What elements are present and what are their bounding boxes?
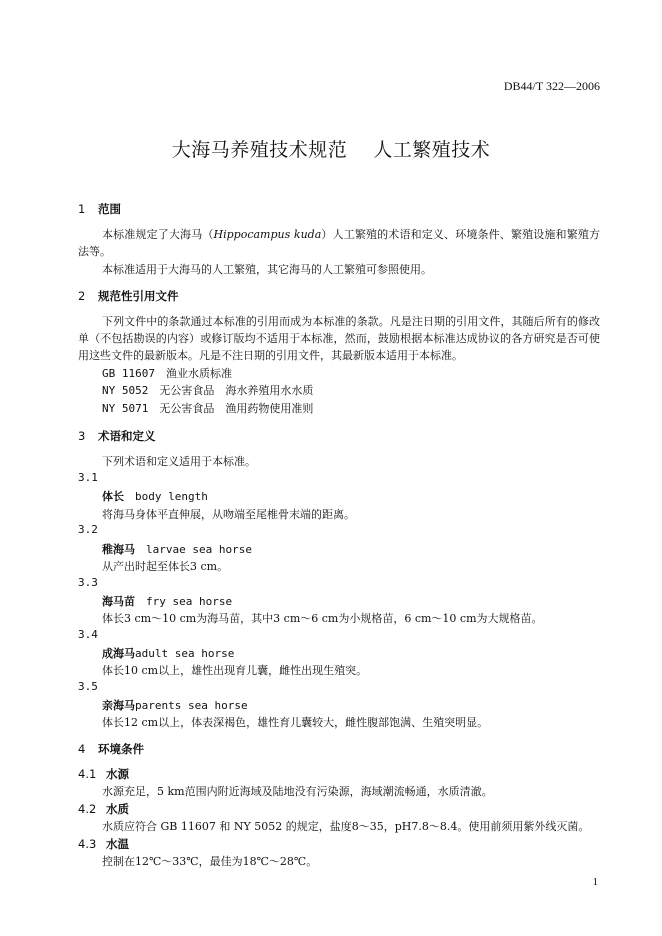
subsection-text: 水源充足，5 km范围内附近海域及陆地没有污染源，海域潮流畅通，水质清澈。: [102, 785, 493, 798]
term-definition: 体长3 cm～10 cm为海马苗，其中3 cm～6 cm为小规格苗，6 cm～10 cm为大规格苗。: [102, 612, 543, 625]
section-2-heading: 2 规范性引用文件: [78, 289, 179, 303]
section-4-heading: 4 环境条件: [78, 742, 144, 756]
reference-item: NY 5071 无公害食品 渔用药物使用准则: [102, 402, 314, 415]
section-3-intro: 下列术语和定义适用于本标准。: [102, 455, 256, 468]
section-1-paragraph-1: 本标准规定了大海马（Hippocampus kuda）人工繁殖的术语和定义、环境条件、繁殖设施和繁殖方法等。: [78, 228, 601, 258]
term-number: 3.1: [78, 471, 98, 484]
term-title: 海马苗 fry sea horse: [102, 595, 233, 608]
term-definition: 从产出时起至体长3 cm。: [102, 560, 229, 573]
term-definition: 体长12 cm以上，体表深褐色，雄性育儿囊较大，雌性腹部饱满、生殖突明显。: [102, 716, 489, 729]
term-title: 成海马adult sea horse: [102, 647, 235, 660]
term-number: 3.2: [78, 523, 98, 536]
reference-item: GB 11607 渔业水质标准: [102, 367, 232, 380]
reference-item: NY 5052 无公害食品 海水养殖用水水质: [102, 384, 314, 397]
section-3-heading: 3 术语和定义: [78, 429, 156, 443]
term-definition: 将海马身体平直伸展，从吻端至尾椎骨末端的距离。: [102, 508, 355, 521]
term-title: 亲海马parents sea horse: [102, 699, 248, 712]
subsection-text: 水质应符合 GB 11607 和 NY 5052 的规定，盐度8～35，pH7.8～8.4。使用前须用紫外线灭菌。: [102, 820, 590, 833]
term-number: 3.5: [78, 680, 98, 693]
section-1-paragraph-2: 本标准适用于大海马的人工繁殖，其它海马的人工繁殖可参照使用。: [102, 263, 432, 276]
title-sub: 人工繁殖技术: [373, 139, 491, 161]
section-2-paragraph-1: 下列文件中的条款通过本标准的引用而成为本标准的条款。凡是注日期的引用文件，其随后所有的修改单（不包括勘误的内容）或修订版均不适用于本标准，然而，鼓励根据本标准达成协议的各方研究是否可使用这些文件的最新版本。凡是不注日期的引用文件，其最新版本适用于本标准。: [78, 315, 600, 362]
page-number: 1: [592, 876, 598, 888]
section-1-heading: 1 范围: [78, 202, 121, 216]
title-main: 大海马养殖技术规范: [171, 139, 348, 161]
term-number: 3.3: [78, 576, 98, 589]
term-title: 体长 body length: [102, 490, 208, 503]
subsection-text: 控制在12℃～33℃，最佳为18℃～28℃。: [102, 855, 318, 868]
subsection-heading: 4.3 水温: [78, 837, 129, 851]
subsection-heading: 4.2 水质: [78, 802, 129, 816]
term-number: 3.4: [78, 628, 98, 641]
latin-name: Hippocampus kuda: [213, 228, 322, 241]
standard-code: DB44/T 322—2006: [503, 79, 600, 93]
subsection-heading: 4.1 水源: [78, 767, 129, 781]
term-title: 稚海马 larvae sea horse: [102, 543, 252, 556]
document-title: [0, 135, 662, 162]
term-definition: 体长10 cm以上，雄性出现育儿囊，雌性出现生殖突。: [102, 664, 368, 677]
